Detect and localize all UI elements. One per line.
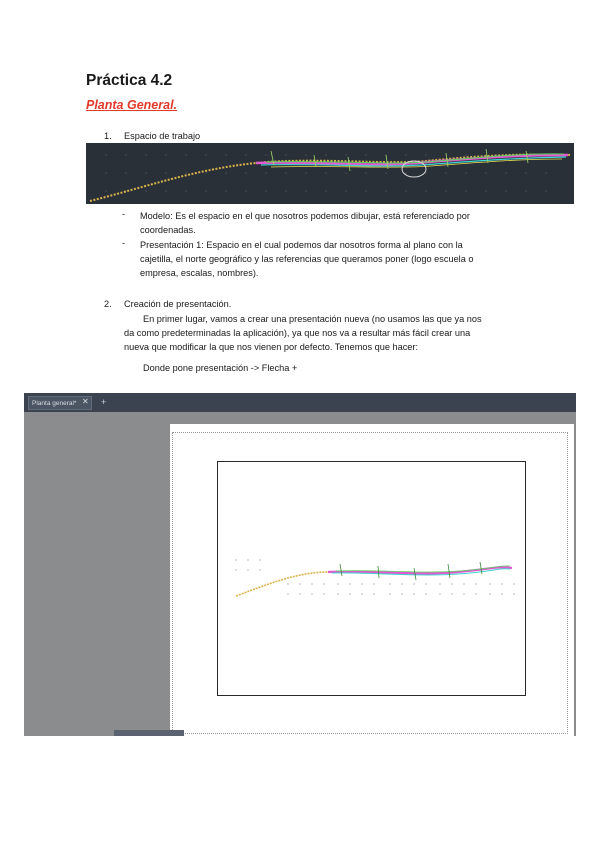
close-icon[interactable]: ✕ — [82, 397, 89, 406]
page-subtitle: Planta General. — [86, 98, 178, 112]
section2-paragraph-line1: En primer lugar, vamos a crear una presentación nueva (no usamos las que ya nos — [143, 314, 482, 324]
viewport-grid-dots — [235, 559, 514, 594]
page-title: Práctica 4.2 — [86, 72, 173, 89]
section2-paragraph-line2: da como predeterminadas la aplicación), ya que nos va a resultar más fácil crear una — [124, 328, 471, 338]
bullet-dash: - — [122, 238, 126, 248]
add-tab-icon[interactable]: + — [101, 397, 107, 407]
bullet-presentacion-line2: cajetilla, el norte geográfico y las referencias que queramos poner (logo escuela o — [140, 254, 474, 264]
tab-bar — [24, 393, 576, 412]
bullet-modelo-line1: Modelo: Es el espacio en el que nosotros podemos dibujar, está referenciado por — [140, 211, 470, 221]
status-bar — [114, 730, 184, 736]
section1-heading: Espacio de trabajo — [124, 131, 201, 141]
paper-sheet — [170, 424, 574, 736]
grid-dots — [105, 154, 547, 192]
layout-viewport[interactable] — [217, 461, 526, 696]
bullet-presentacion-line1: Presentación 1: Espacio en el cual podemos dar nosotros forma al plano con la — [140, 240, 463, 250]
section1-number: 1. — [104, 131, 112, 141]
section2-instruction: Donde pone presentación -> Flecha + — [143, 363, 298, 373]
layout-screenshot — [24, 393, 576, 736]
section2-number: 2. — [104, 299, 112, 309]
bullet-modelo-line2: coordenadas. — [140, 225, 196, 235]
bullet-presentacion-line3: empresa, escalas, nombres). — [140, 268, 259, 278]
bullet-dash: - — [122, 209, 126, 219]
section2-paragraph-line3: nueva que modificar la que nos vienen por defecto. Tenemos que hacer: — [124, 342, 419, 352]
section2-heading: Creación de presentación. — [124, 299, 232, 309]
tab-label: Planta general* — [32, 400, 77, 407]
model-space-image — [86, 143, 574, 204]
